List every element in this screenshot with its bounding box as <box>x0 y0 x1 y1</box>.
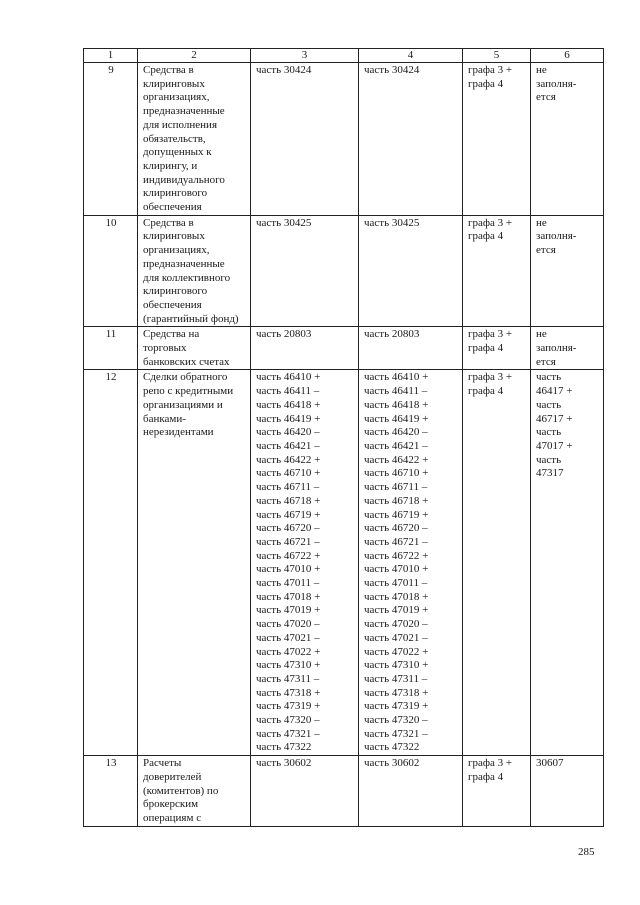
cell-line: часть 47020 – <box>256 618 320 631</box>
cell-line: графа 3 + <box>468 64 513 76</box>
cell-line: обеспечения <box>143 201 202 214</box>
cell-line: часть 47310 + <box>256 659 321 672</box>
column-3-cell <box>251 215 359 327</box>
cell-line: клирингу, и <box>143 159 198 172</box>
cell-line: ется <box>536 91 556 104</box>
column-5-cell <box>463 63 531 216</box>
cell-line: заполня- <box>536 230 577 243</box>
table-body <box>84 49 604 827</box>
cell-line: часть 47319 + <box>256 700 321 713</box>
cell-line: часть <box>536 371 562 384</box>
cell-line: часть 47020 – <box>364 618 428 631</box>
cell-line: часть 46418 + <box>364 398 429 411</box>
cell-line: индивидуального <box>143 173 225 186</box>
cell-line: организациях, <box>143 244 210 257</box>
row-name-cell <box>138 370 251 756</box>
cell-line: часть 47021 – <box>364 631 428 644</box>
cell-line: часть 47010 + <box>256 563 321 576</box>
row-number-cell: 12 <box>84 370 138 756</box>
header-row <box>84 49 604 63</box>
column-4-cell <box>359 370 463 756</box>
cell-line: допущенных к <box>143 146 212 159</box>
cell-line: для исполнения <box>143 118 217 131</box>
cell-line: часть 46721 – <box>364 535 428 548</box>
cell-line: часть 46720 – <box>256 522 320 535</box>
cell-line: предназначенные <box>143 257 225 270</box>
cell-line: часть 46410 + <box>364 371 429 384</box>
cell-line: часть 47320 – <box>256 714 320 727</box>
cell-line: банками- <box>143 412 186 425</box>
row-name-cell <box>138 63 251 216</box>
cell-line: часть 47022 + <box>256 645 321 658</box>
cell-line: часть 47322 <box>256 741 312 754</box>
row-number-cell: 11 <box>84 327 138 370</box>
cell-line: графа 3 + <box>468 371 513 384</box>
cell-line: графа 4 <box>468 770 504 783</box>
cell-line: часть 47011 – <box>256 577 320 590</box>
table-row <box>84 63 604 216</box>
cell-line: часть 46719 + <box>364 508 429 521</box>
column-6-cell <box>531 756 604 827</box>
column-6-cell <box>531 327 604 370</box>
column-3-cell <box>251 63 359 216</box>
cell-line: часть 47021 – <box>256 631 320 644</box>
cell-line: не <box>536 64 547 76</box>
cell-line: часть 47318 + <box>256 686 321 699</box>
row-name-cell <box>138 215 251 327</box>
row-name-cell <box>138 327 251 370</box>
cell-line: часть 47311 – <box>364 672 428 685</box>
cell-line: графа 4 <box>468 385 504 398</box>
cell-line: репо с кредитными <box>143 385 234 398</box>
cell-line: часть 47010 + <box>364 563 429 576</box>
cell-line: графа 4 <box>468 230 504 243</box>
cell-line: (гарантийный фонд) <box>143 312 239 325</box>
column-5-cell <box>463 370 531 756</box>
table-row <box>84 370 604 756</box>
row-number-cell: 9 <box>84 63 138 216</box>
cell-line: часть 30602 <box>364 757 420 770</box>
cell-line: часть <box>536 453 562 466</box>
cell-line: клиринговых <box>143 77 205 90</box>
cell-line: часть 47019 + <box>364 604 429 617</box>
cell-line: графа 3 + <box>468 328 513 341</box>
cell-line: часть 46418 + <box>256 398 321 411</box>
cell-line: часть 47318 + <box>364 686 429 699</box>
cell-line: часть 46720 – <box>364 522 428 535</box>
column-4-cell <box>359 215 463 327</box>
cell-line: часть 30424 <box>364 64 420 76</box>
cell-line: банковских счетах <box>143 355 230 368</box>
table-row <box>84 327 604 370</box>
column-header: 2 <box>138 49 251 63</box>
column-header: 5 <box>463 49 531 63</box>
cell-line: часть 46411 – <box>364 385 428 398</box>
column-6-cell <box>531 63 604 216</box>
cell-line: часть 46710 + <box>256 467 321 480</box>
cell-line: графа 4 <box>468 342 504 355</box>
column-5-cell <box>463 327 531 370</box>
cell-line: брокерским <box>143 798 199 811</box>
cell-line: Расчеты <box>143 757 182 770</box>
cell-line: часть 46711 – <box>256 481 320 494</box>
cell-line: обеспечения <box>143 298 202 311</box>
row-name-cell <box>138 756 251 827</box>
cell-line: часть 46421 – <box>256 439 320 452</box>
cell-line: организациях, <box>143 91 210 104</box>
cell-line: 47017 + <box>536 439 573 452</box>
cell-line: заполня- <box>536 342 577 355</box>
cell-line: часть 46420 – <box>256 426 320 439</box>
column-5-cell <box>463 215 531 327</box>
cell-line: клиринговых <box>143 230 205 243</box>
cell-line: часть 47022 + <box>364 645 429 658</box>
cell-line: для коллективного <box>143 271 231 284</box>
cell-line: часть 20803 <box>256 328 312 341</box>
cell-line: заполня- <box>536 77 577 90</box>
cell-line: часть 20803 <box>364 328 420 341</box>
column-6-cell <box>531 370 604 756</box>
cell-line: Средства в <box>143 216 194 229</box>
column-header: 1 <box>84 49 138 63</box>
cell-line: торговых <box>143 342 187 355</box>
cell-line: часть 46422 + <box>364 453 429 466</box>
column-3-cell <box>251 327 359 370</box>
cell-line: часть <box>536 426 562 439</box>
cell-line: графа 3 + <box>468 757 513 770</box>
column-4-cell <box>359 756 463 827</box>
column-header: 6 <box>531 49 604 63</box>
cell-line: предназначенные <box>143 105 225 118</box>
cell-line: часть 46421 – <box>364 439 428 452</box>
column-3-cell <box>251 756 359 827</box>
cell-line: часть 47018 + <box>364 590 429 603</box>
cell-line: не <box>536 216 547 229</box>
cell-line: часть 46718 + <box>256 494 321 507</box>
data-table <box>83 48 604 827</box>
row-number-cell: 10 <box>84 215 138 327</box>
cell-line: графа 3 + <box>468 216 513 229</box>
column-4-cell <box>359 327 463 370</box>
cell-line: часть 47018 + <box>256 590 321 603</box>
page-number: 285 <box>578 846 595 858</box>
column-header: 3 <box>251 49 359 63</box>
row-number-cell: 13 <box>84 756 138 827</box>
cell-line: 46417 + <box>536 385 573 398</box>
cell-line: организациями и <box>143 398 223 411</box>
cell-line: часть 46420 – <box>364 426 428 439</box>
cell-line: часть 46419 + <box>256 412 321 425</box>
cell-line: клирингового <box>143 285 208 298</box>
cell-line: графа 4 <box>468 77 504 90</box>
cell-line: часть 46422 + <box>256 453 321 466</box>
cell-line: операциям с <box>143 811 202 824</box>
table-row <box>84 215 604 327</box>
cell-line: часть 46718 + <box>364 494 429 507</box>
cell-line: часть 47321 – <box>256 727 320 740</box>
cell-line: ется <box>536 355 556 368</box>
column-5-cell <box>463 756 531 827</box>
cell-line: часть <box>536 398 562 411</box>
cell-line: (комитентов) по <box>143 784 219 797</box>
cell-line: часть 47322 <box>364 741 420 754</box>
table-row <box>84 756 604 827</box>
cell-line: нерезидентами <box>143 426 214 439</box>
cell-line: часть 46410 + <box>256 371 321 384</box>
cell-line: часть 46722 + <box>364 549 429 562</box>
column-6-cell <box>531 215 604 327</box>
cell-line: часть 47011 – <box>364 577 428 590</box>
cell-line: 30607 <box>536 757 564 770</box>
column-header: 4 <box>359 49 463 63</box>
column-3-cell <box>251 370 359 756</box>
cell-line: Сделки обратного <box>143 371 228 384</box>
cell-line: часть 47311 – <box>256 672 320 685</box>
cell-line: часть 46721 – <box>256 535 320 548</box>
cell-line: Средства на <box>143 328 200 341</box>
cell-line: часть 46711 – <box>364 481 428 494</box>
cell-line: часть 46710 + <box>364 467 429 480</box>
cell-line: обязательств, <box>143 132 206 145</box>
cell-line: часть 47321 – <box>364 727 428 740</box>
cell-line: 47317 <box>536 467 564 480</box>
cell-line: ется <box>536 244 556 257</box>
cell-line: часть 46411 – <box>256 385 320 398</box>
cell-line: часть 47310 + <box>364 659 429 672</box>
cell-line: часть 46722 + <box>256 549 321 562</box>
cell-line: часть 47019 + <box>256 604 321 617</box>
cell-line: не <box>536 328 547 341</box>
cell-line: 46717 + <box>536 412 573 425</box>
cell-line: часть 30602 <box>256 757 312 770</box>
cell-line: часть 46719 + <box>256 508 321 521</box>
cell-line: часть 30425 <box>256 216 312 229</box>
cell-line: часть 30425 <box>364 216 420 229</box>
cell-line: клирингового <box>143 187 208 200</box>
column-4-cell <box>359 63 463 216</box>
cell-line: доверителей <box>143 770 202 783</box>
cell-line: часть 30424 <box>256 64 312 76</box>
cell-line: часть 47320 – <box>364 714 428 727</box>
cell-line: Средства в <box>143 64 194 76</box>
cell-line: часть 46419 + <box>364 412 429 425</box>
cell-line: часть 47319 + <box>364 700 429 713</box>
